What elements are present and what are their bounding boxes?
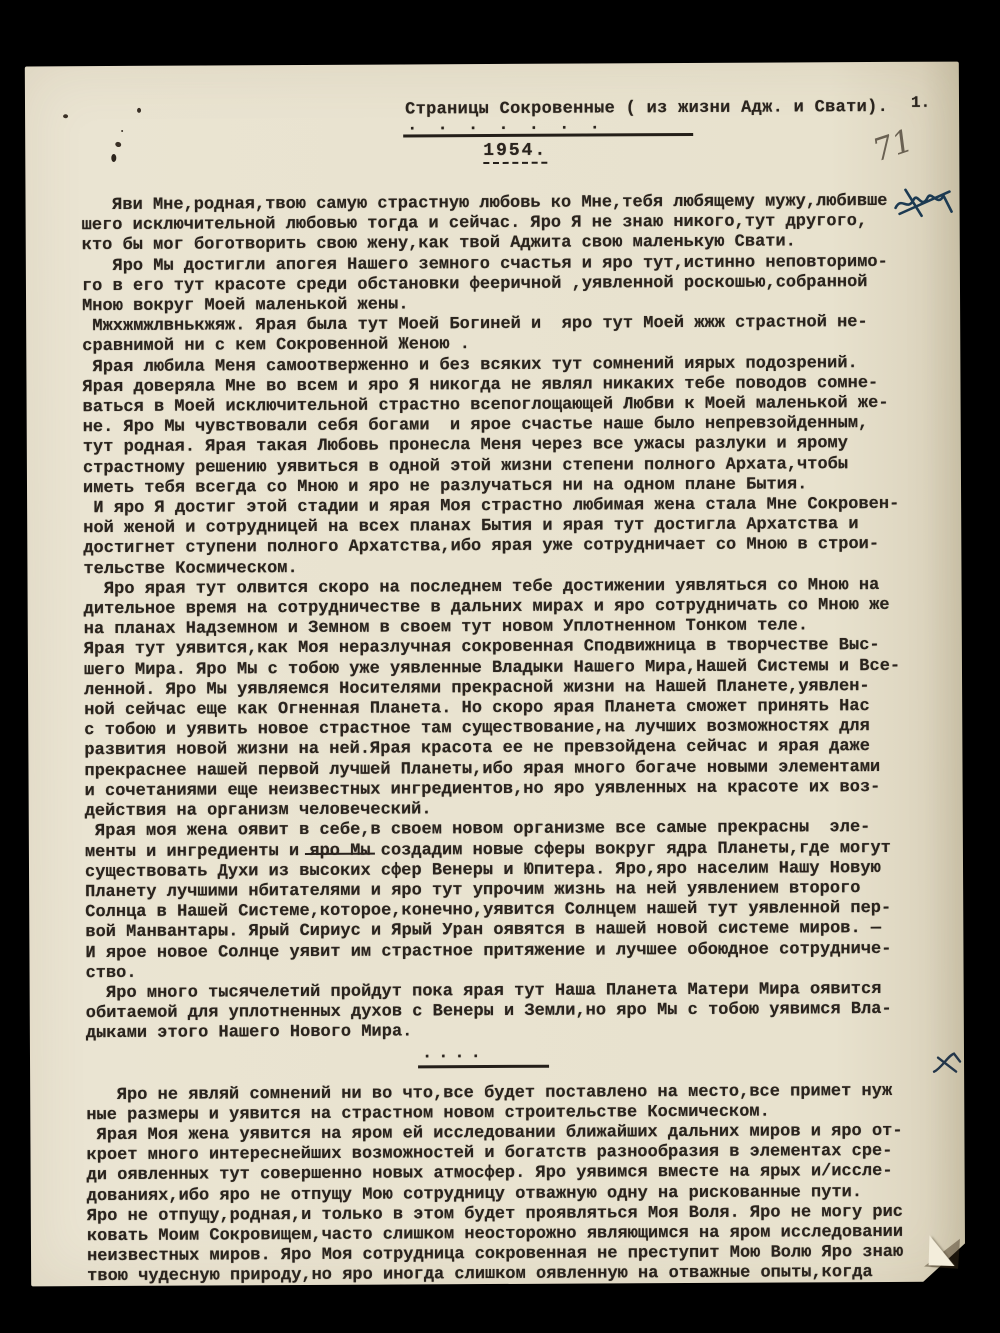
paragraph: Мжхжмжлвнькжяж. Ярая была тут Моей Богиней и яро тут Моей жжж страстной не- сравнимой ни с кем Сокровенной Женою . (82, 313, 868, 357)
section-separator (86, 1040, 958, 1086)
paragraph: Ярая моя жена оявит в себе,в своем новом организме все самые прекрасны эле- менты и ингредиенты и яро Мы создадим новые сферы вокруг ядра Планеты,где могут существовать Духи из высоких сфер Венеры и Юпитера. Яро,яро населим Нашу Новую Планету лучшими нбитателями и яро тут упрочим жизнь на ней уявлением второго Солнца в Нашей Системе,которое,конечно,уявится Солнцем нашей тут уявленной пер- вой Манвантары. Ярый Сириус и Ярый Уран оявятся в нашей новой системе миров. — И ярое новое Солнце уявит им страстное притяжение и лучшее обоюдное сотрудниче- ство. (84, 818, 892, 983)
paper-speck (137, 108, 141, 113)
paper-sheet (25, 62, 965, 1287)
ink-correction-mark (891, 186, 955, 220)
page-number: 1. (910, 93, 931, 112)
document-date: 1954. (483, 141, 547, 164)
handwritten-page-number: 71 (868, 122, 918, 170)
separator-dots: .... (418, 1043, 549, 1068)
paragraph: Яро ярая тут олвится скоро на последнем тебе достижении уявляться со Мною на дительное время на сотрудничестве в дальних мирах и яро сотрудничать со Мною же на планах Надземном и Земном в своем тут новом Уплотненном Тонком теле. Ярая тут уявится,как Моя неразлучная сокровенная Сподвижница в творчестве Выс- шего Мира. Яро Мы с тобою уже уявленные Владыки Нашего Мира,Нашей Системы и Все- ленной. Яро Мы уявляемся Носителями прекрасной жизни на Нашей Планете,уявлен- ной сейчас еще как Огненная Планета. Но скоро ярая Планета сможет принять Нас с тобою и уявить новое страстное там существование,на лучших возможностях для развития новой жизни на ней.Ярая красота ее не превзойдена сейчас и ярая даже прекраснее нашей первой лучшей Планеты,ибо ярая много богаче новыми элементами и сочетаниями еще неизвестных ингредиентов,но яро уявленных на красоте их воз- действия на организм человеческий. (83, 575, 901, 822)
ink-flourish-mark (930, 1048, 964, 1078)
paper-speck (111, 154, 116, 162)
paragraph: Яви Мне,родная,твою самую страстную любовь ко Мне,тебя любящему мужу,любивше шего исключительной любовью тогда и сейчас. Яро Я не знаю никого,тут другого, кто бы мог боготворить свою жену,как твой Аджита свою маленькую Свати. (81, 191, 888, 256)
title-underline (403, 133, 693, 138)
typed-text-block (81, 192, 959, 1288)
paper-speck (63, 114, 68, 118)
paper-speck (115, 141, 122, 148)
document-title: Страницы Сокровенные ( из жизни Адж. и Свати). (404, 97, 889, 120)
paragraph: Яро не являй сомнений ни во что,все будет поставлено на место,все примет нуж ные размеры и уявится на страстном новом строительстве Космическом. Ярая Моя жена уявится на яром ей исследовании ближайших дальних миров и яро от- кроет много интереснейших возможностей и богатств разнообразия в элементах сре- ди оявленных тут совершенно новых атмосфер. Яро уявимся вместе на ярых и/иссле- дованиях,ибо яро не отпущу Мою сотрудницу отважную одну на рискованные пути. Яро не отпущу,родная,и только в этом будет проявляться Моя Воля. Яро не могу рис ковать Моим Сокровищем,часто слишком неосторожно являющимся на яром исследовании неизвестных миров. Яро Моя сотрудница сокровенная не преступит Мою Волю Яро знаю твою чудесную природу,но яро иногда слишком оявленную на отважные опыты,когда (86, 1081, 904, 1287)
folded-corner-flap (929, 1235, 956, 1266)
paper-speck (121, 130, 123, 132)
word-underline-sirius (305, 853, 375, 855)
paragraph: Яро Мы достигли апогея Нашего земного счастья и яро тут,истинно неповторимо- го в его тут красоте среди обстановки фееричной ,уявленной роскошью,собранной Мною вокруг Моей маленькой жены. (81, 252, 888, 317)
paragraph: Яро много тысячелетий пройдут пока ярая тут Наша Планета Матери Мира оявится обитаемой для уплотненных духов с Венеры и Земли,но яро Мы с тобою уявимся Вла- дыками этого Нашего Нового Мира. (85, 979, 892, 1044)
paragraph: Ярая любила Меня самоотверженно и без всяких тут сомнений иярых подозрений. Ярая доверяла Мне во всем и яро Я никогда не являл никаких тебе поводов сомне- ваться в Моей исключительной страстно всепоглощающей Любви к Моей маленькой же- не. Яро Мы чувствовали себя богами и ярое счастье наше было непревзойденным, тут родная. Ярая такая Любовь пронесла Меня через все ужасы разлуки и ярому страстному решению уявиться в одной этой жизни степени полного Архата,чтобы иметь тебя всегда со Мною и яро не разлучаться ни на одном плане Бытия. (82, 353, 889, 498)
title-dots-mark: . . . . . . . (407, 115, 605, 136)
paragraph: И яро Я достиг этой стадии и ярая Моя страстно любимая жена стала Мне Сокровен- ной женой и сотрудницей на всех планах Бытия и ярая тут достигла Архатства и достигнет ступени полного Архатства,ибо ярая уже сотрудничает со Мною в строи- тельстве Космическом. (83, 494, 900, 579)
